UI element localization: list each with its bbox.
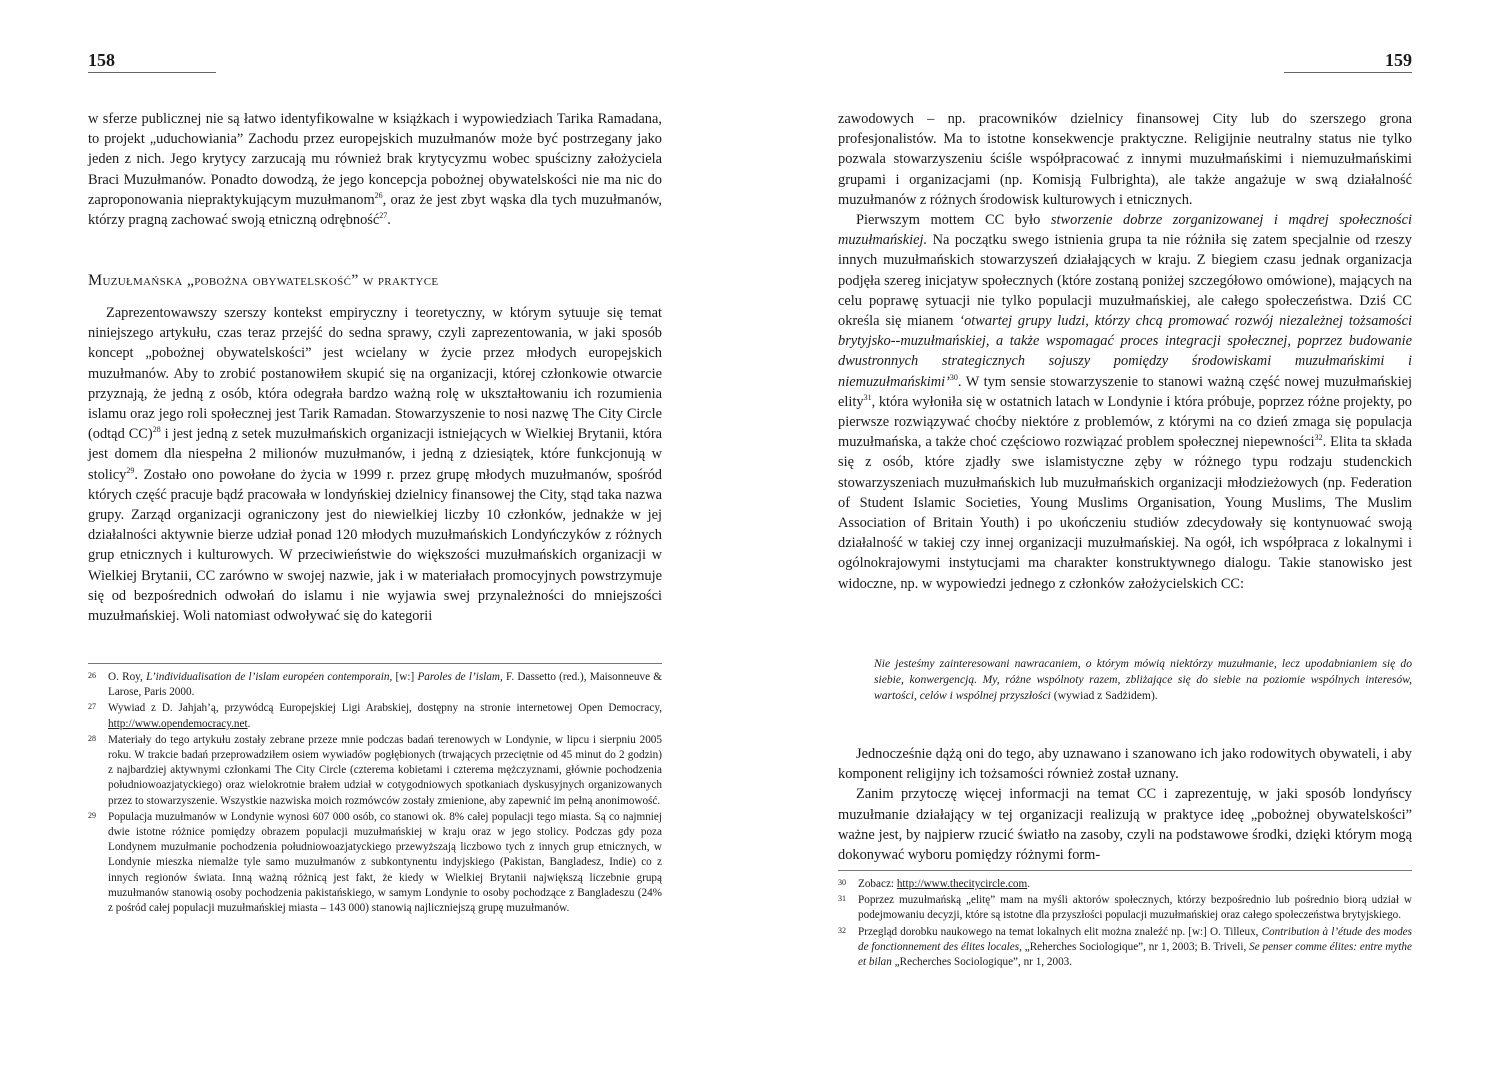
footnotes [838, 877, 1412, 970]
body-text-continued [838, 744, 1412, 865]
footnote-ref[interactable]: 29 [126, 465, 135, 475]
header-rule [1284, 72, 1412, 73]
footnote-link[interactable]: http://www.thecitycircle.com [896, 878, 1028, 890]
footnote: 28 Materiały do tego artykułu zostały zebrane przeze mnie podczas badań terenowych w Londynie, w lipcu i sierpniu 2005 roku. W trakcie badań przeprowadziłem osiem wywiadów pogłębionych (trwających przeciętnie od 45 minut do 2 godzin) z najbardziej aktywnymi członkami The City Circle (czterema kobietami i czterema mężczyznami, głównie pochodzenia południowoazjatyckiego) oraz wielokrotnie brałem udział w cotygodniowych spotkaniach dyskusyjnych organizowanych przez to stowarzyszenie. Wszystkie nazwiska moich rozmówców zostały zmienione, aby zapewnić im pełną anonimowość. [88, 733, 662, 809]
footnote: 26 O. Roy, L’individualisation de l’islam européen contemporain, [w:] Paroles de l’islam, F. Dassetto (red.), Maisonneuve & Larose, Paris 2000. [88, 670, 662, 700]
footnote-number: 32 [838, 925, 846, 935]
right-page [838, 0, 1412, 1072]
footnote-ref[interactable]: 32 [1314, 433, 1323, 443]
section-heading: Muzułmańska „pobożna obywatelskość” w praktyce [88, 272, 439, 289]
footnote-number: 27 [88, 702, 96, 712]
footnote-number: 26 [88, 671, 96, 680]
paragraph: Zanim przytoczę więcej informacji na temat CC i zaprezentuję, w jaki sposób londyńscy muzułmanie działający w tej organizacji realizują w praktyce ideę „pobożnej obywatelskości” ważne jest, by najpierw rzucić światło na zasoby, czyli na podstawowe środki, dzięki którym mogą dokonywać wyboru pomiędzy różnymi form- [838, 786, 1412, 864]
paragraph: Pierwszym mottem CC było stworzenie dobrze zorganizowanej i mądrej społeczności muzułmańskiej. Na początku swego istnienia grupa ta nie różniła się zatem specjalnie od rzeszy innych muzułmańskich stowarzyszeń działających w kraju. Z biegiem czasu jednak organizacja podjęła szereg inicjatyw społecznych (które zostaną poniżej szczegółowo omówione), mających na celu poprawę sytuacji nie tylko populacji muzułmańskiej, ale całego społeczeństwa. Dziś CC określa się mianem ‘otwartej grupy ludzi, którzy chcą promować rozwój niezależnej tożsamości brytyjsko--muzułmańskiej, a także wspomagać proces integracji społecznej, poprzez budowanie dwustronnych strategicznych sojuszy pomiędzy środowiskami muzułmańskimi i niemuzułmańskimi’$^{30}$. W tym sensie stowarzyszenie to stanowi ważną część nowej muzułmańskiej elity$^{31}$, która wyłoniła się w ostatnich latach w Londynie i która próbuje, poprzez różne projekty, po pierwsze rozwiązywać choćby niektóre z problemów, z którymi na co dzień zmaga się populacja muzułmańska, a także choć częściowo rozwiązać problem społecznej niepewności$^{32}$. Elita ta składa się z osób, które zjadły swe islamistyczne zęby w różnego typu rodzaju studenckich stowarzyszeniach muzułmańskich lub muzułmańskich organizacji młodzieżowych (np. Federation of Student Islamic Societies, Young Muslims Organisation, Young Muslims, The Muslim Association of Britain Youth) i po ukończeniu studiów zdecydowały się kontynuować swoją działalność w takiej czy innej organizacji muzułmańskiej. Na ogół, ich współpraca z lokalnymi i ogólnokrajowymi instytucjami ma charakter konstruktywnego dialogu. Takie stanowisko jest widoczne, np. w wypowiedzi jednego z członków założycielskich CC: [838, 212, 1413, 592]
footnote-divider [838, 870, 1412, 871]
opening-paragraph: w sferze publicznej nie są łatwo identyfikowalne w książkach i wypowiedziach Tarika Ramadana, to projekt „uduchowiania” Zachodu przez europejskich muzułmanów może być postrzegany jako jeden z nich. Jego krytycy zarzucają mu również brak krytycyzmu wobec spuścizny założyciela Braci Muzułmanów. Ponadto dowodzą, że jego koncepcja pobożnej obywatelskości nie ma nic do zaproponowania niepraktykującym muzułmanom$^{26}$, oraz że jest zbyt wąska dla tych muzułmanów, którzy pragną zachować swoją etniczną odrębność$^{27}$. [88, 111, 662, 229]
body-text [838, 109, 1412, 594]
footnote-ref[interactable]: 26 [374, 191, 383, 201]
paragraph: Jednocześnie dążą oni do tego, aby uznawano i szanowano ich jako rodowitych obywateli, i aby komponent religijny ich tożsamości również został uznany. [838, 746, 1412, 783]
footnotes [88, 670, 662, 916]
header-rule [88, 72, 216, 73]
footnote-link[interactable]: http://www.opendemocracy.net [108, 717, 248, 730]
footnote-number: 29 [88, 810, 96, 820]
footnote-number: 31 [838, 894, 846, 904]
footnote-number: 30 [838, 878, 846, 887]
footnote-ref[interactable]: 28 [152, 425, 161, 435]
left-page [88, 0, 662, 1072]
page-number: 158 [88, 50, 115, 70]
section-body: Zaprezentowawszy szerszy kontekst empiryczny i teoretyczny, w którym sytuuje się temat niniejszego artykułu, czas teraz przejść do sedna sprawy, czyli zaprezentowania, w jaki sposób koncept „pobożnej obywatelskości” jest wcielany w życie przez młodych europejskich muzułmanów. Aby to zrobić postanowiłem skupić się na organizacji, której członkowie otwarcie przyznają, że jedną z osób, która odegrała bardzo ważną rolę w ukształtowaniu ich rozumienia islamu oraz jego roli społecznej jest Tarik Ramadan. Stowarzyszenie to nosi nazwę The City Circle (odtąd CC)$^{28}$ i jest jedną z setek muzułmańskich organizacji istniejących w Wielkiej Brytanii, która jest domem dla niespełna 2 milionów muzułmanów, i jedną z dziesiątek, które funkcjonują w stolicy$^{29}$. Zostało ono powołane do życia w 1999 r. przez grupę młodych muzułmanów, spośród których część pracuje bądź pracowała w londyńskiej dzielnicy finansowej the City, stąd taka nazwa grupy. Zarząd organizacji ograniczony jest do niewielkiej liczby 10 członków, jednakże w jej działalności aktywnie bierze udział ponad 120 młodych muzułmańskich Londyńczyków z różnych grup etnicznych i kulturowych. W przeciwieństwie do większości muzułmańskich organizacji w Wielkiej Brytanii, CC zarówno w swojej nazwie, jak i w materiałach promocyjnych powstrzymuje się od bezpośrednich odwołań do islamu i nie wyjawia swej przynależności do mniejszości muzułmańskiej. Woli natomiast odwoływać się do kategorii [88, 305, 662, 625]
footnote-divider [88, 663, 662, 664]
footnote: 27 Wywiad z D. Jahjah’ą, przywódcą Europejskiej Ligi Arabskiej, dostępny na stronie internetowej Open Democracy, http://www.opendemocracy.net. [88, 701, 662, 731]
footnote-number: 28 [88, 733, 96, 743]
footnote: 29 Populacja muzułmanów w Londynie wynosi 607 000 osób, co stanowi ok. 8% całej populacji tego miasta. Są co najmniej dwie istotne różnice pomiędzy obrazem populacji muzułmańskiej w kraju oraz w jego stolicy. Podczas gdy poza Londynem muzułmanie pochodzenia południowoazjatyckiego przewyższają liczbowo tych z innych grup etnicznych, w Londynie mieszka niemalże tyle samo muzułmanów z subkontynentu indyjskiego (Pakistan, Bangladesz, Indie) co z innych regionów świata. Inną ważną różnicą jest fakt, że kiedy w Wielkiej Brytanii największą liczebnie grupą muzułmanów stanowią osoby pochodzenia pakistańskiego, w samym Londynie to osoby pochodzące z Bangladeszu (24% z pośród całej populacji muzułmańskiej miasta – 143 000) stanowią najliczniejszą grupę muzułmanów. [88, 810, 662, 916]
footnote-ref[interactable]: 27 [379, 211, 388, 221]
footnote: 30 Zobacz: http://www.thecitycircle.com. [838, 877, 1412, 892]
footnote: 31 Poprzez muzułmańską „elitę” mam na myśli aktorów społecznych, którzy bezpośrednio lub pośrednio biorą udział w podejmowaniu decyzji, które są istotne dla przyszłości populacji muzułmańskiej oraz całego społeczeństwa brytyjskiego. [838, 893, 1412, 923]
footnote-ref[interactable]: 31 [863, 393, 872, 403]
footnote-ref[interactable]: 30 [949, 372, 958, 382]
block-quote: Nie jesteśmy zainteresowani nawracaniem, o którym mówią niektórzy muzułmanie, lecz upodabnianiem się do siebie, konwergencją. My, różne wspólnoty razem, zbliżające się do siebie na poziomie wspólnych interesów, wartości, celów i wspólnej przyszłości (wywiad z Sadżidem). [874, 657, 1412, 703]
footnote: 32 Przegląd dorobku naukowego na temat lokalnych elit można znaleźć np. [w:] O. Tilleux, Contribution à l’étude des modes de fonctionnement des élites locales, „Reherches Sociologique”, nr 1, 2003; B. Triveli, Se penser comme élites: entre mythe et bilan „Recherches Sociologique”, nr 1, 2003. [838, 925, 1412, 971]
paragraph: zawodowych – np. pracowników dzielnicy finansowej City lub do szerszego grona profesjonalistów. Ma to istotne konsekwencje praktyczne. Religijnie neutralny status nie tylko pozwala stowarzyszeniu ściśle współpracować z innymi muzułmańskimi i niemuzułmańskimi grupami i organizacjami (np. Komisją Fulbrighta), ale także angażuje w swą działalność muzułmanów z różnych środowisk kulturowych i etnicznych. [838, 111, 1412, 208]
page-number: 159 [1385, 50, 1412, 70]
